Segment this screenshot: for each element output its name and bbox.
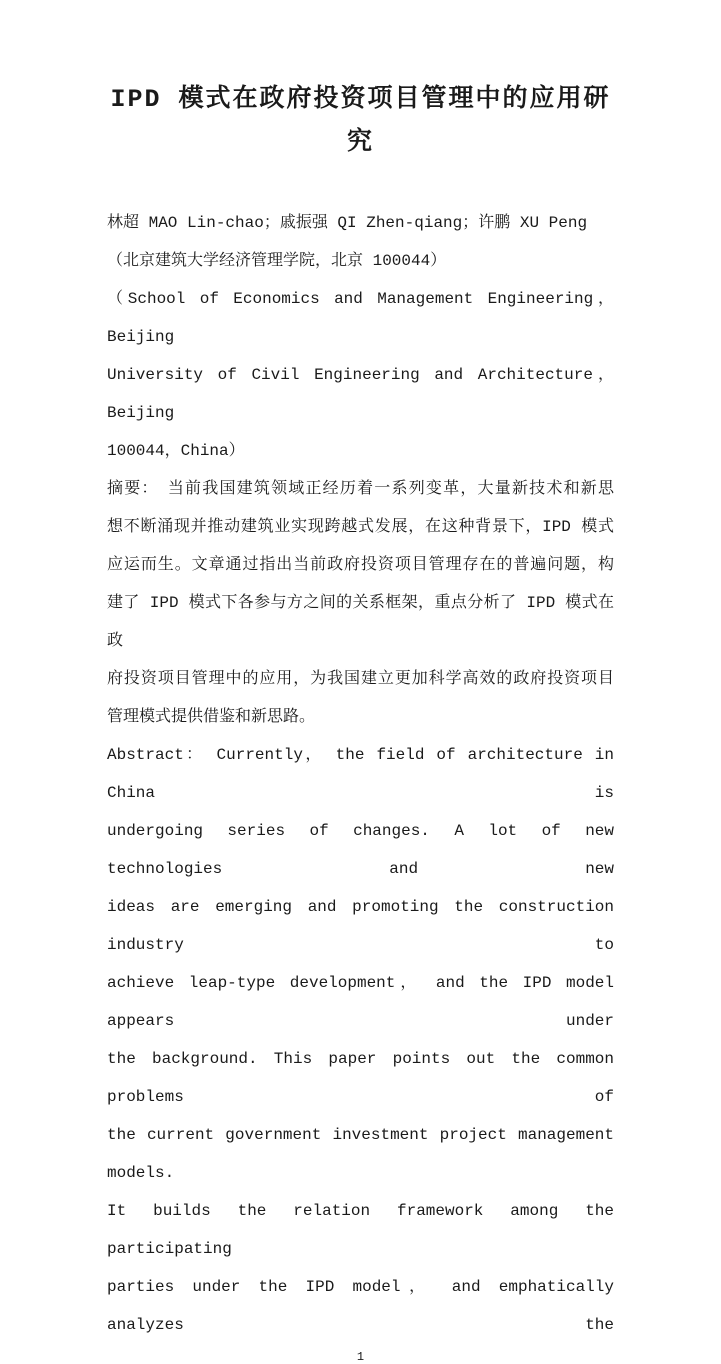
abstract-en-line: achieve leap-type development， and the IPD model appears under [107,974,624,1030]
abstract-en-line: Abstract： Currently， the field of architecture in China is [107,746,624,802]
abstract-cn-line: 府投资项目管理中的应用，为我国建立更加科学高效的政府投资项目 [107,670,614,688]
abstract-en-line: ideas are emerging and promoting the construction industry to [107,898,624,954]
abstract-en-line: parties under the IPD model， and emphatically analyzes the [107,1278,624,1334]
affiliation-cn: （北京建筑大学经济管理学院，北京 100044） [107,252,447,270]
paper-title [107,78,614,164]
abstract-cn-line: 摘要： 当前我国建筑领域正经历着一系列变革，大量新技术和新思 [107,480,614,498]
page-number: 1 [356,1350,365,1364]
paper-title-line: 究 [346,128,374,157]
affiliation-en-line: （School of Economics and Management Engineering，Beijing [107,290,614,346]
abstract-en-line: It builds the relation framework among the participating [107,1202,624,1258]
abstract-cn-line: 应运而生。文章通过指出当前政府投资项目管理存在的普遍问题，构 [107,556,614,574]
paper-title-line: IPD 模式在政府投资项目管理中的应用研 [110,85,611,114]
abstract-en-line: the current government investment project management models. [107,1126,624,1182]
abstract-cn-line: 管理模式提供借鉴和新思路。 [107,708,316,726]
affiliation-en-line: University of Civil Engineering and Architecture，Beijing [107,366,614,422]
abstract-cn [107,470,614,736]
affiliation-en [107,280,614,470]
affiliation-en-line: 100044，China） [107,442,245,460]
abstract-cn-line: 建了 IPD 模式下各参与方之间的关系框架，重点分析了 IPD 模式在政 [107,594,614,650]
abstract-en-line: the background. This paper points out the common problems of [107,1050,624,1106]
authors-line: 林超 MAO Lin-chao；戚振强 QI Zhen-qiang；许鹏 XU Peng [107,214,588,232]
abstract-en [107,736,624,1344]
paper-body [107,204,624,1344]
abstract-cn-line: 想不断涌现并推动建筑业实现跨越式发展，在这种背景下，IPD 模式 [107,518,614,536]
abstract-en-line: undergoing series of changes. A lot of new technologies and new [107,822,624,878]
